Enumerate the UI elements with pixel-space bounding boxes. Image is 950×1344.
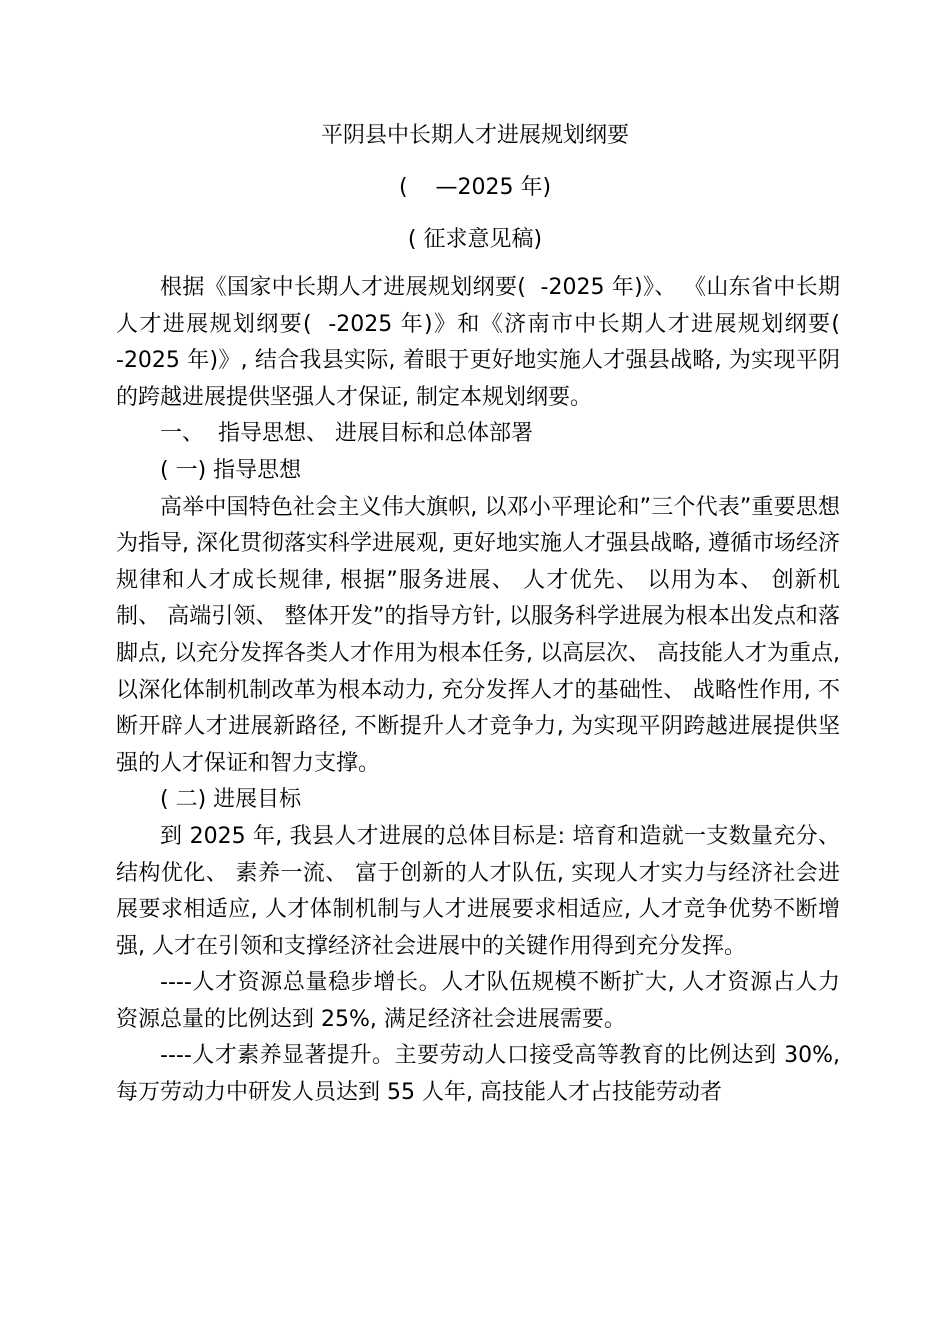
subsection-heading-guiding-ideology: ( 一) 指导思想 bbox=[160, 457, 302, 483]
paragraph-goals: 到 2025 年, 我县人才进展的总体目标是: 培育和造就一支数量充分、 结构优化、 素养一流、 富于创新的人才队伍, 实现人才实力与经济社会进展要求相适应, 人才体制机制与人才进展要求相适应, 人才竞争优势不断增强, 人才在引领和支撑经济社会进展中的关键作用得到充分发挥。 bbox=[116, 823, 847, 959]
subsection-heading-goals: ( 二) 进展目标 bbox=[160, 787, 302, 813]
document-body bbox=[116, 270, 854, 1112]
paragraph-intro: 根据《国家中长期人才进展规划纲要( -2025 年)》、 《山东省中长期人才进展规划纲要( -2025 年)》和《济南市中长期人才进展规划纲要( -2025 年)》, 结合我县实际, 着眼于更好地实施人才强县战略, 为实现平阴的跨越进展提供坚强人才保证, 制定本规划纲要。 bbox=[116, 275, 854, 410]
document-title: 平阴县中长期人才进展规划纲要 bbox=[320, 123, 629, 148]
paragraph-goal-talent-total: ----人才资源总量稳步增长。人才队伍规模不断扩大, 人才资源占人力资源总量的比例达到 25%, 满足经济社会进展需要。 bbox=[116, 970, 840, 1032]
document-subtitle-draft: ( 征求意见稿) bbox=[407, 227, 543, 252]
document-subtitle-years: ( —2025 年) bbox=[398, 175, 552, 200]
paragraph-guiding-ideology: 高举中国特色社会主义伟大旗帜, 以邓小平理论和”三个代表”重要思想为指导, 深化贯彻落实科学进展观, 更好地实施人才强县战略, 遵循市场经济规律和人才成长规律, 根据”服务进展、 人才优先、 以用为本、 创新机制、 高端引领、 整体开发”的指导方针, 以服务科学进展为根本出发点和落脚点, 以充分发挥各类人才作用为根本任务, 以高层次、 高技能人才为重点, 以深化体制机制改革为根本动力, 充分发挥人才的基础性、 战略性作用, 不断开辟人才进展新路径, 不断提升人才竞争力, 为实现平阴跨越进展提供坚强的人才保证和智力支撑。 bbox=[116, 494, 847, 776]
paragraph-goal-talent-quality: ----人才素养显著提升。主要劳动人口接受高等教育的比例达到 30%, 每万劳动力中研发人员达到 55 人年, 高技能人才占技能劳动者 bbox=[116, 1043, 848, 1106]
section-heading-1: 一、 指导思想、 进展目标和总体部署 bbox=[160, 421, 533, 447]
